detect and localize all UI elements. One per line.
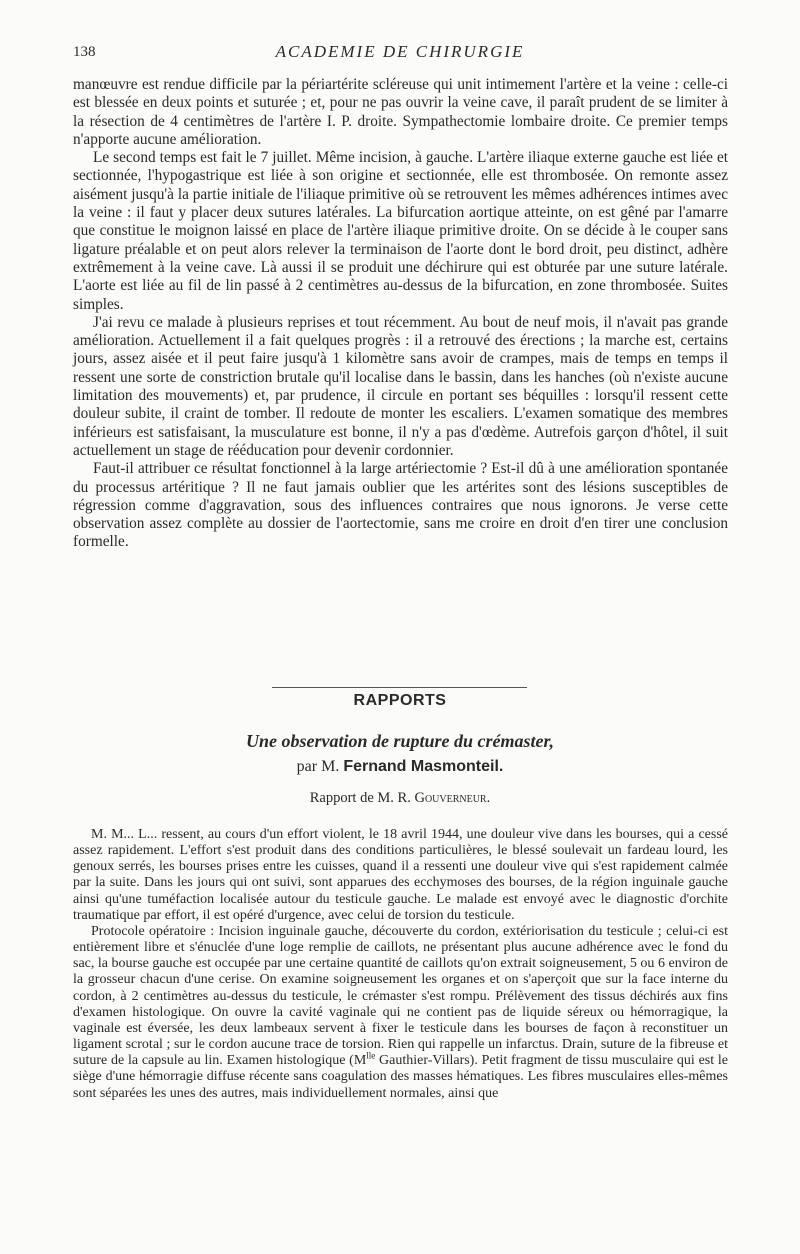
report-body — [73, 827, 728, 1102]
section-divider — [272, 687, 527, 688]
journal-title: ACADEMIE DE CHIRURGIE — [275, 42, 525, 61]
report-prefix: Rapport de M. R. — [309, 790, 411, 806]
running-head — [73, 44, 727, 66]
body-paragraph: Le second temps est fait le 7 juillet. Même incision, à gauche. L'artère iliaque externe gauche est liée et sectionnée, l'hypogastrique est liée à son origine et sectionnée, elle est thrombosée. On remonte assez aisément jusqu'à la partie initiale de l'iliaque primitive où se retrouvent les mêmes adhérences intimes avec la veine : il faut y placer deux sutures latérales. La bifurcation aortique atteinte, on est gêné par l'amarre que constitue le moignon laissé en place de l'artère iliaque primitive droite. On se décide à le couper sans ligature préalable et on peut alors relever la terminaison de l'aorte dont le bord droit, peu distinct, adhère extrêmement à la veine cave. Là aussi il se produit une déchirure qui est obturée par une suture latérale. L'aorte est liée au fil de lin passé à 2 centimètres au-dessus de la bifurcation, en zone thrombosée. Suites simples. — [73, 149, 728, 313]
byline — [0, 758, 800, 776]
author-name: Fernand Masmonteil. — [343, 758, 504, 775]
reporter-name: Gouverneur. — [414, 790, 491, 806]
page-number: 138 — [73, 44, 96, 60]
byline-prefix: par M. — [296, 758, 340, 775]
body-paragraph: manœuvre est rendue difficile par la périartérite scléreuse qui unit intimement l'artère et la veine : celle-ci est blessée en deux points et suturée ; et, pour ne pas ouvrir la veine cave, il paraît prudent de se limiter à la résection de 4 centimètres de l'artère I. P. droite. Sympathectomie lombaire droite. Ce premier temps n'apporte aucune amélioration. — [73, 76, 728, 148]
body-paragraph: J'ai revu ce malade à plusieurs reprises et tout récemment. Au bout de neuf mois, il n'avait pas grande amélioration. Actuellement il a fait quelques progrès : il a retrouvé des érections ; la marche est, certains jours, assez aisée et il peut faire jusqu'à 1 kilomètre sans avoir de crampes, mais de temps en temps il ressent une sorte de constriction brutale qu'il localise dans le bassin, dans les hanches (où n'existe aucune limitation des mouvements) et, par prudence, il circule en portant ses béquilles : lorsqu'il ressent cette douleur subite, il craint de tomber. Il redoute de monter les escaliers. L'examen somatique des membres inférieurs est satisfaisant, la musculature est bonne, il n'y a pas d'œdème. Autrefois garçon d'hôtel, il suit actuellement un stage de rééducation pour devenir cordonnier. — [73, 313, 728, 459]
report-paragraph — [73, 924, 728, 1102]
article-body-continued — [73, 76, 728, 552]
report-attribution — [0, 790, 800, 807]
body-paragraph: Faut-il attribuer ce résultat fonctionnel à la large artériectomie ? Est-il dû à une amélioration spontanée du processus artéritique ? Il ne faut jamais oublier que les artérites sont des lésions susceptibles de régression comme d'aggravation, sous des influences contraires que nous ignorons. Je verse cette observation assez complète au dossier de l'aortectomie, sans me croire en droit d'en tirer une conclusion formelle. — [73, 460, 728, 551]
report-text: Protocole opératoire : Incision inguinale gauche, découverte du cordon, extériorisation du testicule ; celui-ci est entièrement libre et s'énuclée d'une loge remplie de caillots, ne présentant plus aucune adhérence avec le fond du sac, la bourse gauche est occupée par une certaine quantité de caillots qu'on extrait soigneusement, 5 ou 6 environ de la grosseur chacun d'une cerise. On examine soigneusement les organes et on s'aperçoit que sur la face interne du cordon, à 2 centimètres au-dessus du testicule, le crémaster s'est rompu. Prélèvement des tissus déchirés aux fins d'examen histologique. On ouvre la cavité vaginale qui ne contient pas de liquide séreux ou hémorragique, la vaginale est éversée, les deux lambeaux servent à fixer le testicule dans les bourses de façon à reconstituer un ligament scrotal ; sur le cordon aucune trace de torsion. Rien qui rappelle un infarctus. Drain, suture de la fibreuse et suture de la capsule au lin. Examen histologique (M — [73, 923, 728, 1069]
article-title: Une observation de rupture du crémaster, — [245, 731, 554, 751]
report-paragraph: M. M... L... ressent, au cours d'un effort violent, le 18 avril 1944, une douleur vive dans les bourses, qui a cessé assez rapidement. L'effort s'est produit dans des conditions particulières, le blessé soulevait un fardeau lourd, les genoux serrés, les bourses prises entre les cuisses, quand il a ressenti une douleur vive qui s'est rapidement calmée par la suite. Dans les jours qui ont suivi, sont apparues des ecchymoses des bourses, de la région inguinale gauche ainsi qu'une tuméfaction localisée autour du testicule gauche. Le malade est envoyé avec le diagnostic d'orchite traumatique par effort, il est opéré d'urgence, avec celui de torsion du testicule. — [73, 827, 728, 923]
report-superscript: lle — [366, 1050, 376, 1061]
report-text: Gauthier-Villars). Petit fragment de tissu musculaire qui est le siège d'une hémorragie diffuse récente sans coagulation des masses hématiques. Les fibres musculaires elles-mêmes sont séparées les unes des autres, mais individuellement normales, ainsi que — [73, 1053, 728, 1101]
section-heading: RAPPORTS — [353, 692, 447, 709]
